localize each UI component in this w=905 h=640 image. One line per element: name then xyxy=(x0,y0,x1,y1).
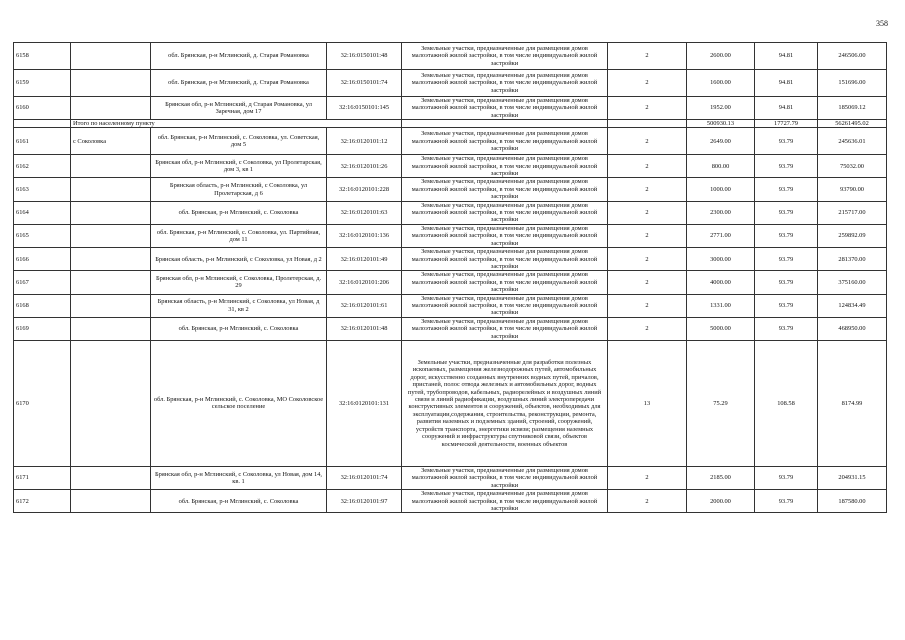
settlement-cell xyxy=(71,466,151,489)
table-row xyxy=(14,317,887,340)
page-number: 358 xyxy=(876,19,888,28)
row-number-cell: 6160 xyxy=(14,97,71,120)
cadastral-number-cell: 32:16:0120101:48 xyxy=(327,317,402,340)
cadastral-number-cell: 32:16:0120101:63 xyxy=(327,201,402,224)
cadastral-value-cell: 185069.12 xyxy=(818,97,887,120)
land-use-cell: Земельные участки, предназначенные для размещения домов малоэтажной жилой застройки, в том числе индивидуальной жилой застройки xyxy=(402,224,608,247)
cadastral-value-cell: 93790.00 xyxy=(818,178,887,201)
settlement-cell xyxy=(71,224,151,247)
address-cell: Брянская обл, р-н Мглинский, с Соколовка, ул Пролетарская, дом 3, кв 1 xyxy=(151,155,327,178)
land-use-cell: Земельные участки, предназначенные для размещения домов малоэтажной жилой застройки, в том числе индивидуальной жилой застройки xyxy=(402,248,608,271)
area-cell: 2000.00 xyxy=(687,490,755,513)
cadastral-number-cell: 32:16:0120101:49 xyxy=(327,248,402,271)
total-rate-cell: 17727.79 xyxy=(755,120,818,128)
rate-cell: 94.81 xyxy=(755,97,818,120)
cadastral-number-cell: 32:16:0120101:131 xyxy=(327,340,402,466)
cadastral-number-cell: 32:16:0120101:74 xyxy=(327,466,402,489)
category-code-cell: 2 xyxy=(608,466,687,489)
row-number-cell: 6161 xyxy=(14,128,71,155)
area-cell: 1952.00 xyxy=(687,97,755,120)
address-cell: Брянская обл, р-н Мглинский, д Старая Романовка, ул Заречная, дом 17 xyxy=(151,97,327,120)
table-row xyxy=(14,97,887,120)
cadastral-number-cell: 32:16:0120101:26 xyxy=(327,155,402,178)
category-code-cell: 2 xyxy=(608,70,687,97)
table-row xyxy=(14,248,887,271)
address-cell: обл. Брянская, р-н Мглинский, д. Старая Романовка xyxy=(151,70,327,97)
cadastral-number-cell: 32:16:0120101:61 xyxy=(327,294,402,317)
row-number-cell: 6171 xyxy=(14,466,71,489)
rate-cell: 94.81 xyxy=(755,43,818,70)
rate-cell: 93.79 xyxy=(755,317,818,340)
area-cell: 2300.00 xyxy=(687,201,755,224)
cadastral-value-cell: 245636.01 xyxy=(818,128,887,155)
table-row xyxy=(14,201,887,224)
area-cell: 1331.00 xyxy=(687,294,755,317)
address-cell: Брянская обл, р-н Мглинский, с Соколовка, Пролетерская, д. 29 xyxy=(151,271,327,294)
category-code-cell: 2 xyxy=(608,97,687,120)
row-number-cell: 6166 xyxy=(14,248,71,271)
settlement-cell xyxy=(71,201,151,224)
settlement-cell xyxy=(71,490,151,513)
area-cell: 1000.00 xyxy=(687,178,755,201)
total-label-cell: Итого по населенному пункту xyxy=(71,120,402,128)
area-cell: 2771.00 xyxy=(687,224,755,247)
area-cell: 5000.00 xyxy=(687,317,755,340)
land-use-cell: Земельные участки, предназначенные для размещения домов малоэтажной жилой застройки, в том числе индивидуальной жилой застройки xyxy=(402,43,608,70)
rate-cell: 93.79 xyxy=(755,271,818,294)
table-row xyxy=(14,43,887,70)
settlement-cell xyxy=(71,317,151,340)
land-use-cell: Земельные участки, предназначенные для размещения домов малоэтажной жилой застройки, в том числе индивидуальной жилой застройки xyxy=(402,271,608,294)
address-cell: обл. Брянская, р-н Мглинский, с. Соколовка, ул. Советская, дом 5 xyxy=(151,128,327,155)
rate-cell: 93.79 xyxy=(755,178,818,201)
cadastral-value-cell: 204931.15 xyxy=(818,466,887,489)
land-use-cell: Земельные участки, предназначенные для размещения домов малоэтажной жилой застройки, в том числе индивидуальной жилой застройки xyxy=(402,490,608,513)
row-number-cell: 6163 xyxy=(14,178,71,201)
address-cell: Брянская область, р-н Мглинский, с Соколовка, ул Новая, д 2 xyxy=(151,248,327,271)
address-cell: Брянская область, р-н Мглинский, с Соколовка, ул Новая, д 31, кв 2 xyxy=(151,294,327,317)
cadastral-number-cell: 32:16:0120101:206 xyxy=(327,271,402,294)
table-row xyxy=(14,70,887,97)
rate-cell: 108.58 xyxy=(755,340,818,466)
row-number-cell: 6170 xyxy=(14,340,71,466)
settlement-cell xyxy=(71,70,151,97)
area-cell: 2185.00 xyxy=(687,466,755,489)
land-use-cell: Земельные участки, предназначенные для размещения домов малоэтажной жилой застройки, в том числе индивидуальной жилой застройки xyxy=(402,97,608,120)
row-number-cell: 6164 xyxy=(14,201,71,224)
settlement-cell xyxy=(71,248,151,271)
category-code-cell: 2 xyxy=(608,271,687,294)
cadastral-value-cell: 259892.09 xyxy=(818,224,887,247)
land-use-cell: Земельные участки, предназначенные для размещения домов малоэтажной жилой застройки, в том числе индивидуальной жилой застройки xyxy=(402,128,608,155)
total-value-cell: 56261495.02 xyxy=(818,120,887,128)
settlement-cell xyxy=(71,97,151,120)
cadastral-value-cell: 375160.00 xyxy=(818,271,887,294)
rate-cell: 93.79 xyxy=(755,466,818,489)
cadastral-number-cell: 32:16:0120101:12 xyxy=(327,128,402,155)
address-cell: обл. Брянская, р-н Мглинский, с. Соколовка xyxy=(151,317,327,340)
cadastral-number-cell: 32:16:0150101:74 xyxy=(327,70,402,97)
land-use-cell: Земельные участки, предназначенные для размещения домов малоэтажной жилой застройки, в том числе индивидуальной жилой застройки xyxy=(402,294,608,317)
cadastral-value-cell: 246506.00 xyxy=(818,43,887,70)
category-code-cell: 2 xyxy=(608,294,687,317)
rate-cell: 93.79 xyxy=(755,294,818,317)
land-use-cell: Земельные участки, предназначенные для размещения домов малоэтажной жилой застройки, в том числе индивидуальной жилой застройки xyxy=(402,70,608,97)
row-number-cell: 6168 xyxy=(14,294,71,317)
rate-cell: 93.79 xyxy=(755,490,818,513)
settlement-cell xyxy=(71,340,151,466)
total-empty-cell xyxy=(14,120,71,128)
category-code-cell: 2 xyxy=(608,155,687,178)
table-row xyxy=(14,128,887,155)
table-row xyxy=(14,271,887,294)
address-cell: обл. Брянская, р-н Мглинский, с. Соколовка xyxy=(151,201,327,224)
cadastral-number-cell: 32:16:0120101:228 xyxy=(327,178,402,201)
row-number-cell: 6159 xyxy=(14,70,71,97)
land-use-cell: Земельные участки, предназначенные для размещения домов малоэтажной жилой застройки, в том числе индивидуальной жилой застройки xyxy=(402,466,608,489)
area-cell: 4000.00 xyxy=(687,271,755,294)
table-row xyxy=(14,466,887,489)
category-code-cell: 2 xyxy=(608,128,687,155)
cadastral-value-cell: 75032.00 xyxy=(818,155,887,178)
cadastral-value-cell: 215717.00 xyxy=(818,201,887,224)
row-number-cell: 6167 xyxy=(14,271,71,294)
cadastral-number-cell: 32:16:0150101:145 xyxy=(327,97,402,120)
table-row xyxy=(14,490,887,513)
settlement-cell xyxy=(71,178,151,201)
address-cell: обл. Брянская, р-н Мглинский, д. Старая Романовка xyxy=(151,43,327,70)
area-cell: 2600.00 xyxy=(687,43,755,70)
row-number-cell: 6165 xyxy=(14,224,71,247)
category-code-cell: 2 xyxy=(608,490,687,513)
cadastral-number-cell: 32:16:0120101:97 xyxy=(327,490,402,513)
settlement-cell: с Соколовка xyxy=(71,128,151,155)
rate-cell: 93.79 xyxy=(755,128,818,155)
land-use-cell: Земельные участки, предназначенные для размещения домов малоэтажной жилой застройки, в том числе индивидуальной жилой застройки xyxy=(402,178,608,201)
area-cell: 1600.00 xyxy=(687,70,755,97)
area-cell: 3000.00 xyxy=(687,248,755,271)
cadastral-value-cell: 187580.00 xyxy=(818,490,887,513)
table-row xyxy=(14,155,887,178)
address-cell: обл. Брянская, р-н Мглинский, с. Соколовка, ул. Партийная, дом 11 xyxy=(151,224,327,247)
total-empty-cell xyxy=(402,120,608,128)
land-use-cell: Земельные участки, предназначенные для размещения домов малоэтажной жилой застройки, в том числе индивидуальной жилой застройки xyxy=(402,201,608,224)
area-cell: 75.29 xyxy=(687,340,755,466)
land-use-cell: Земельные участки, предназначенные для размещения домов малоэтажной жилой застройки, в том числе индивидуальной жилой застройки xyxy=(402,317,608,340)
row-number-cell: 6169 xyxy=(14,317,71,340)
area-cell: 2649.00 xyxy=(687,128,755,155)
total-empty-cell xyxy=(608,120,687,128)
area-cell: 800.00 xyxy=(687,155,755,178)
land-use-cell: Земельные участки, предназначенные для разработки полезных ископаемых, размещения железнодорожных путей, автомобильных дорог, искусственно созданных внутренних водных путей, причалов, пристаней, полос отвода железных и автомобильных дорог, водных путей, трубопроводов, кабельных, радиорелейных и воздушных линий связи и линий радиофикации, воздушных линий электропередачи конструктивных элементов и сооружений, объектов, необходимых для эксплуатации,содержания, строительства, реконструкции, ремонта, развития наземных и подземных зданий, строений, сооружений, устройств транспорта, энергетики исвязи; размещения наземных сооружений и инфраструктуры спутниковой связи, объектов космической деятельности, военных объектов xyxy=(402,340,608,466)
land-use-cell: Земельные участки, предназначенные для размещения домов малоэтажной жилой застройки, в том числе индивидуальной жилой застройки xyxy=(402,155,608,178)
address-cell: обл. Брянская, р-н Мглинский, с. Соколовка xyxy=(151,490,327,513)
row-number-cell: 6162 xyxy=(14,155,71,178)
table-row xyxy=(14,294,887,317)
category-code-cell: 2 xyxy=(608,224,687,247)
row-number-cell: 6172 xyxy=(14,490,71,513)
category-code-cell: 2 xyxy=(608,248,687,271)
row-number-cell: 6158 xyxy=(14,43,71,70)
settlement-total-row xyxy=(14,120,887,128)
table-row xyxy=(14,340,887,466)
category-code-cell: 2 xyxy=(608,178,687,201)
address-cell: обл. Брянская, р-н Мглинский, с. Соколовка, МО Соколовское сельское поселение xyxy=(151,340,327,466)
total-area-cell: 500930.13 xyxy=(687,120,755,128)
cadastral-value-cell: 124834.49 xyxy=(818,294,887,317)
rate-cell: 93.79 xyxy=(755,248,818,271)
rate-cell: 93.79 xyxy=(755,224,818,247)
rate-cell: 93.79 xyxy=(755,201,818,224)
cadastral-value-cell: 281370.00 xyxy=(818,248,887,271)
cadastral-value-cell: 8174.99 xyxy=(818,340,887,466)
settlement-cell xyxy=(71,155,151,178)
cadastral-value-cell: 151696.00 xyxy=(818,70,887,97)
settlement-cell xyxy=(71,294,151,317)
rate-cell: 93.79 xyxy=(755,155,818,178)
table-row xyxy=(14,178,887,201)
settlement-cell xyxy=(71,43,151,70)
address-cell: Брянская область, р-н Мглинский, с Соколовка, ул Пролетарская, д 6 xyxy=(151,178,327,201)
land-registry-table xyxy=(13,42,887,513)
category-code-cell: 2 xyxy=(608,201,687,224)
table-row xyxy=(14,224,887,247)
cadastral-number-cell: 32:16:0150101:48 xyxy=(327,43,402,70)
cadastral-value-cell: 468950.00 xyxy=(818,317,887,340)
settlement-cell xyxy=(71,271,151,294)
address-cell: Брянская обл, р-н Мглинский, с Соколовка, ул Новая, дом 14, кв. 1 xyxy=(151,466,327,489)
category-code-cell: 2 xyxy=(608,317,687,340)
rate-cell: 94.81 xyxy=(755,70,818,97)
category-code-cell: 13 xyxy=(608,340,687,466)
cadastral-number-cell: 32:16:0120101:136 xyxy=(327,224,402,247)
category-code-cell: 2 xyxy=(608,43,687,70)
